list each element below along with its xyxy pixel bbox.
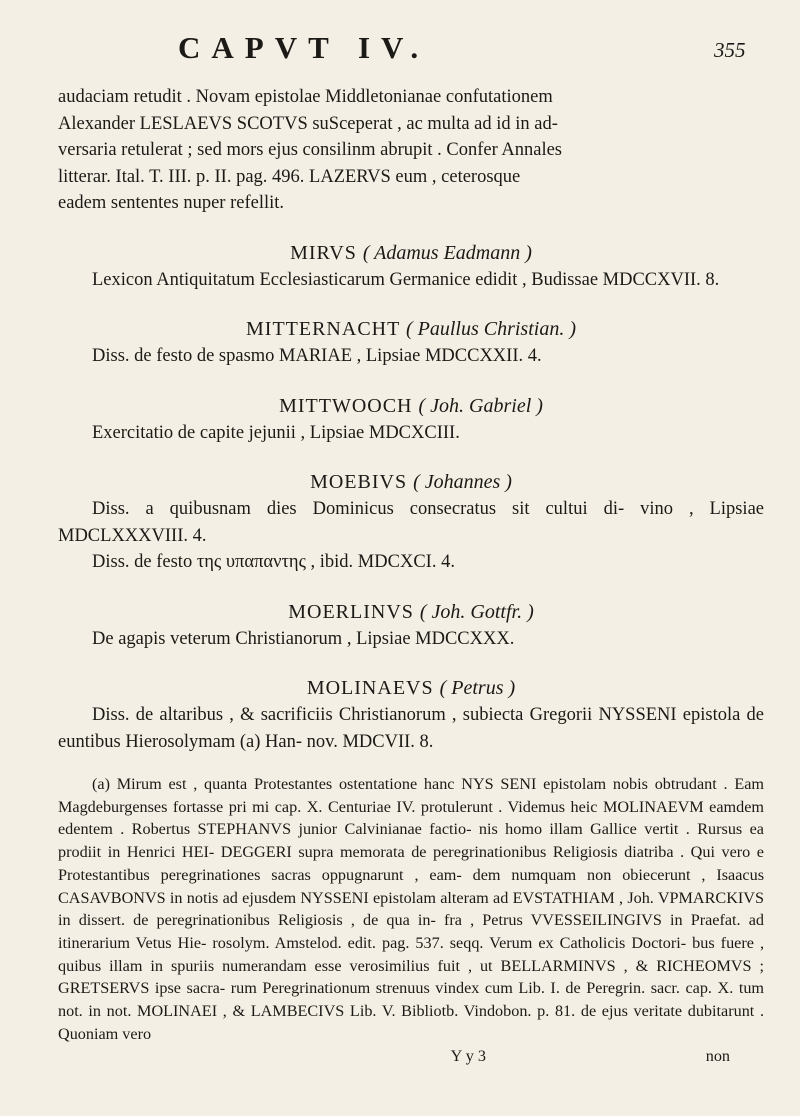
text-line: litterar. Ital. T. III. p. II. pag. 496. LAZERVS eum , ceterosque [58,166,521,187]
entry-heading-moebius [58,468,764,496]
entry-heading-mirus [58,239,764,267]
entry-text: Diss. a quibusnam dies Dominicus consecratus sit cultui di- vino , Lipsiae MDCLXXXVIII. 4. [58,499,764,546]
author-surname: MITTERNACHT [246,318,400,340]
author-surname: MOLINAEVS [306,677,434,699]
entry-text: Exercitatio de capite jejunii , Lipsiae MDCXCIII. [92,422,460,443]
text-line: audaciam retudit . Novam epistolae Middletonianae confutationem [58,87,553,107]
author-given-name: ( Petrus ) [439,677,516,699]
entry-heading-molinaeus [58,674,764,702]
author-given-name: ( Adamus Eadmann ) [362,241,532,264]
entry-text: Lexicon Antiquitatum Ecclesiasticarum Germanice edidit , Budissae MDCCXVII. 8. [92,269,720,290]
text-line: eadem sententes nuper refellit. [58,193,285,213]
entry-text: Diss. de festo de spasmo MARIAE , Lipsiae MDCCXXII. 4. [92,346,542,366]
footnote: (a) Mirum est , quanta Protestantes ostentatione hanc NYS SENI epistolam nobis obtrudant . Eam Magdeburgenses fortasse pri mi cap. X. Centuriae IV. protulerunt . Videmus heic MOLINAEVM eamdem edentem . Robertus STEPHANVS junior Calvinianae factio- nis homo illam Gallice vertit . Rursus ea prodiit in Henrici HEI- DEGGERI supra memorata de peregrinationibus Religiosis diatriba . Qui vero e Protestantibus peregrinationes sacras oppugnarunt , eam- dem numquam non obiecerunt , Isaacus CASAVBONVS in notis ad ejusdem NYSSENI epistolam alteram ad EVSTATHIAM , Joh. VPMARCKIVS in dissert. de peregrinationibus Religiosis , de qua in- fra , Petrus VVESSEILINGIVS in Praefat. ad itinerarium Vetus Hie- rosolym. Amstelod. edit. pag. 537. seqq. Verum ex Catholicis Doctori- bus fuere , quibus illam in spuriis numerandam esse verosimilius fuit , ut BELLARMINVS , & RICHEOMVS ; GRETSERVS ipse sacra- rum Peregrinationum strenuus vindex cum Lib. I. de Peregrin. sacr. cap. X. tum not. in not. MOLINAEI , & LAMBECIVS Lib. V. Bibliotb. Vindobon. p. 81. de ejus veritate dubitarunt . Quoniam vero [58,775,764,1043]
author-surname: MIRVS [290,241,357,264]
running-head: CAPVT IV. [178,30,430,65]
entry-heading-mitternacht [58,315,764,343]
author-given-name: ( Joh. Gottfr. ) [419,600,534,623]
text-line: versaria retulerat ; sed mors ejus consilinm abrupit . Confer Annales [58,140,562,160]
author-surname: MOEBIVS [310,471,408,493]
author-surname: MITTWOOCH [279,394,413,417]
author-given-name: ( Johannes ) [413,471,512,493]
entry-heading-mittwooch [58,392,764,420]
page-header [0,30,800,70]
continuation-paragraph [58,84,764,217]
catchword: non [705,1047,730,1066]
page-body [58,84,764,1067]
page-number: 355 [714,38,746,62]
author-surname: MOERLINVS [288,600,414,623]
entry-text: Diss. de festo της υπαπαντης , ibid. MDCXCI. 4. [92,552,455,572]
signature-line [58,1045,764,1067]
author-given-name: ( Joh. Gabriel ) [418,394,543,417]
signature-mark: Y y 3 [450,1047,486,1066]
text-line: Alexander LESLAEVS SCOTVS suSceperat , ac multa ad id in ad- [58,113,558,134]
author-given-name: ( Paullus Christian. ) [405,318,576,340]
entry-text: De agapis veterum Christianorum , Lipsiae MDCCXXX. [92,628,515,649]
entry-text: Diss. de altaribus , & sacrificiis Christianorum , subiecta Gregorii NYSSENI epistola de euntibus Hierosolymam (a) Han- nov. MDCVII. 8. [58,705,764,752]
entry-heading-moerlinus [58,598,764,626]
